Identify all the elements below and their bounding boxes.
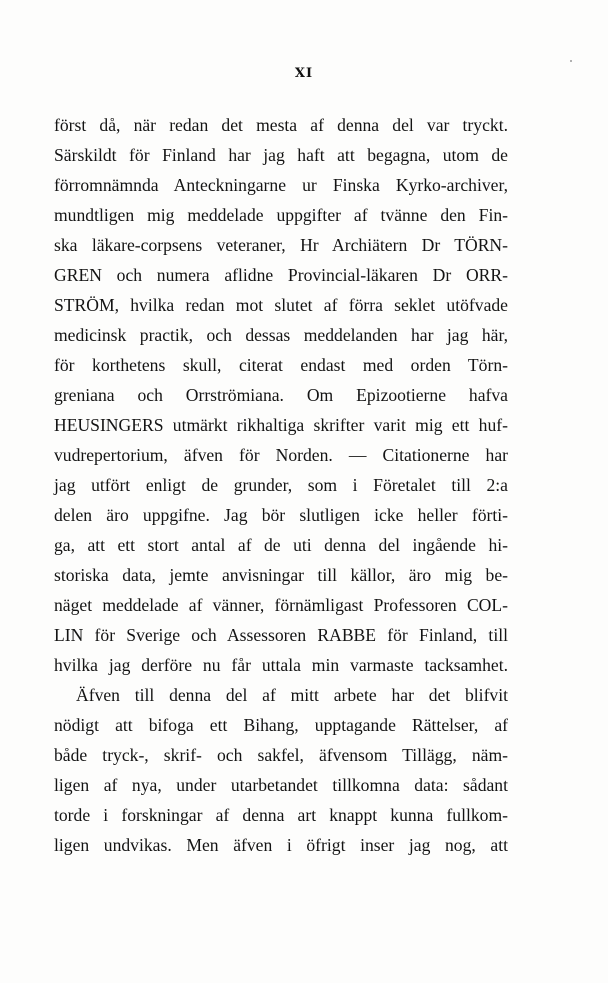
text-line: ligen af nya, under utarbetandet tillkomna data: sådant [54, 775, 508, 795]
text-line: delen äro uppgifne. Jag bör slutligen icke heller förti- [54, 505, 508, 525]
text-line: både tryck-, skrif- och sakfel, äfvensom Tillägg, näm- [54, 745, 508, 765]
text-line: förromnämnda Anteckningarne ur Finska Kyrko-archiver, [54, 175, 508, 195]
text-line: HEUSINGERS utmärkt rikhaltiga skrifter varit mig ett huf- [54, 415, 508, 435]
text-line: STRÖM, hvilka redan mot slutet af förra seklet utöfvade [54, 295, 508, 315]
text-line: torde i forskningar af denna art knappt kunna fullkom- [54, 805, 508, 825]
text-line: för korthetens skull, citerat endast med orden Törn- [54, 355, 508, 375]
text-line: Särskildt för Finland har jag haft att begagna, utom de [54, 145, 508, 165]
text-line: medicinsk practik, och dessas meddelanden har jag här, [54, 325, 508, 345]
text-line: greniana och Orrströmiana. Om Epizootierne hafva [54, 385, 508, 405]
text-line: hvilka jag derföre nu får uttala min varmaste tacksamhet. [54, 655, 508, 675]
body-text [54, 110, 508, 860]
page-number: XI [294, 66, 314, 81]
text-line: näget meddelade af vänner, förnämligast Professoren COL- [54, 595, 508, 615]
text-line: nödigt att bifoga ett Bihang, upptagande Rättelser, af [54, 715, 508, 735]
text-line: GREN och numera aflidne Provincial-läkaren Dr ORR- [54, 265, 508, 285]
text-line: jag utfört enligt de grunder, som i Företalet till 2:a [54, 475, 508, 495]
paper-speck [570, 60, 572, 62]
text-line: Äfven till denna del af mitt arbete har det blifvit [76, 685, 508, 705]
text-line: ga, att ett stort antal af de uti denna del ingående hi- [54, 535, 508, 555]
text-line: mundtligen mig meddelade uppgifter af tvänne den Fin- [54, 205, 508, 225]
text-line: först då, när redan det mesta af denna del var tryckt. [54, 115, 508, 135]
text-line: storiska data, jemte anvisningar till källor, äro mig be- [54, 565, 508, 585]
text-line: ligen undvikas. Men äfven i öfrigt inser jag nog, att [54, 835, 508, 855]
text-line: ska läkare-corpsens veteraner, Hr Archiätern Dr TÖRN- [54, 235, 508, 255]
text-line: vudrepertorium, äfven för Norden. — Citationerne har [54, 445, 508, 465]
text-line: LIN för Sverige och Assessoren RABBE för Finland, till [54, 625, 508, 645]
